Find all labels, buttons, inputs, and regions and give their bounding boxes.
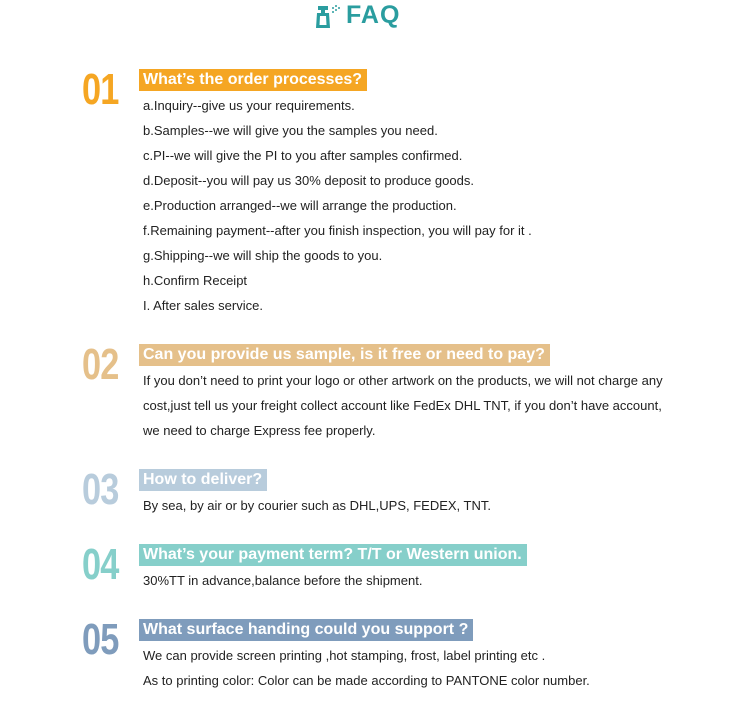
answer-line: 30%TT in advance,balance before the shipment. [143, 573, 423, 588]
answer-line: If you don’t need to print your logo or other artwork on the products, we will not charge any [143, 373, 663, 388]
answer-line: b.Samples--we will give you the samples you need. [143, 123, 438, 138]
answer-line: we need to charge Express fee properly. [143, 423, 376, 438]
answer-line: e.Production arranged--we will arrange the production. [143, 198, 457, 213]
answer-line: We can provide screen printing ,hot stamping, frost, label printing etc . [143, 648, 546, 663]
answer-line: h.Confirm Receipt [143, 273, 248, 288]
question-heading: Can you provide us sample, is it free or need to pay? [139, 344, 550, 366]
section-number: 03 [82, 465, 119, 514]
answer-line: By sea, by air or by courier such as DHL,UPS, FEDEX, TNT. [143, 498, 491, 513]
answer-line: As to printing color: Color can be made according to PANTONE color number. [143, 673, 590, 688]
question-heading: How to deliver? [139, 469, 267, 491]
page-title: FAQ [346, 1, 401, 29]
spray-bottle-icon [312, 4, 342, 30]
section-number: 02 [82, 340, 119, 389]
question-heading: What surface handing could you support ? [139, 619, 473, 641]
section-number: 01 [82, 65, 119, 114]
section-number: 04 [82, 540, 119, 589]
answer-line: g.Shipping--we will ship the goods to you. [143, 248, 383, 263]
answer-line: d.Deposit--you will pay us 30% deposit to produce goods. [143, 173, 474, 188]
answer-line: cost,just tell us your freight collect account like FedEx DHL TNT, if you don’t have account, [143, 398, 662, 413]
faq-header [0, 0, 750, 36]
answer-line: I. After sales service. [143, 298, 263, 313]
answer-line: f.Remaining payment--after you finish inspection, you will pay for it . [143, 223, 532, 238]
question-heading: What’s your payment term? T/T or Western union. [139, 544, 527, 566]
answer-line: a.Inquiry--give us your requirements. [143, 98, 355, 113]
question-heading: What’s the order processes? [139, 69, 367, 91]
section-number: 05 [82, 615, 119, 664]
answer-line: c.PI--we will give the PI to you after samples confirmed. [143, 148, 463, 163]
